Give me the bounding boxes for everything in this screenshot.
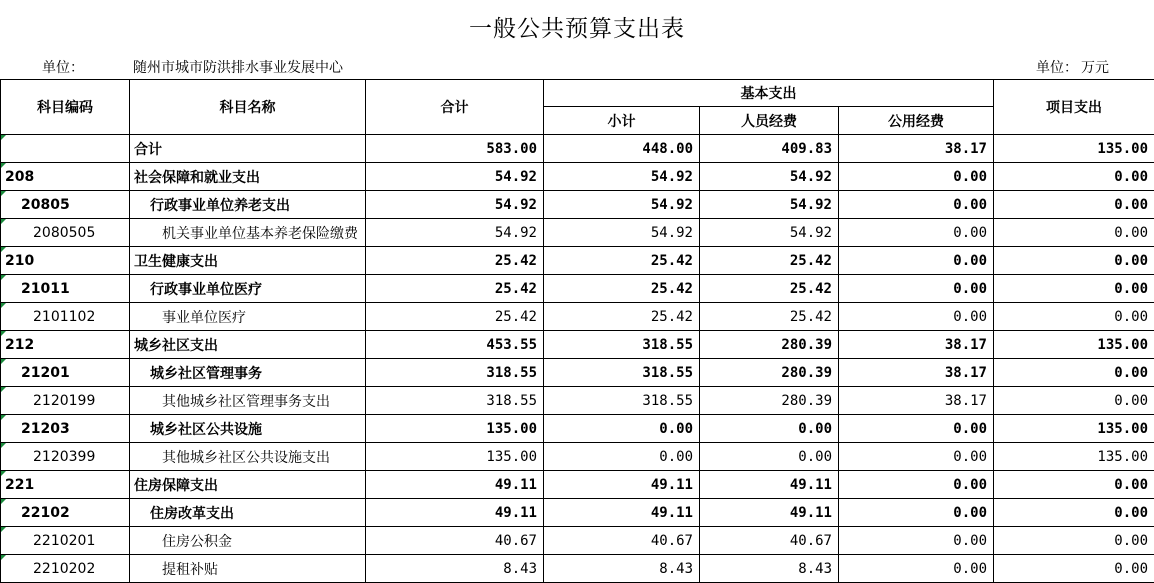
header-subtotal: 小计	[544, 107, 700, 135]
cell-subtotal[interactable]: 54.92	[544, 219, 700, 247]
cell-name[interactable]: 行政事业单位医疗	[130, 275, 366, 303]
table-row	[1, 191, 1154, 219]
cell-name[interactable]: 事业单位医疗	[130, 303, 366, 331]
cell-subtotal[interactable]: 49.11	[544, 471, 700, 499]
cell-total[interactable]: 25.42	[366, 303, 544, 331]
cell-total[interactable]: 54.92	[366, 163, 544, 191]
cell-marker-icon	[1, 135, 6, 140]
cell-personnel[interactable]: 0.00	[700, 415, 839, 443]
cell-public[interactable]: 38.17	[839, 387, 994, 415]
cell-name[interactable]: 城乡社区支出	[130, 331, 366, 359]
table-row	[1, 527, 1154, 555]
cell-code[interactable]: 2120399	[1, 443, 130, 471]
cell-subtotal[interactable]: 318.55	[544, 331, 700, 359]
cell-code[interactable]: 21203	[1, 415, 130, 443]
cell-personnel[interactable]: 0.00	[700, 443, 839, 471]
cell-total[interactable]: 49.11	[366, 471, 544, 499]
table-body	[1, 135, 1154, 583]
cell-marker-icon	[1, 387, 6, 392]
cell-personnel[interactable]: 25.42	[700, 303, 839, 331]
table-row	[1, 135, 1154, 163]
cell-name[interactable]: 城乡社区公共设施	[130, 415, 366, 443]
cell-code[interactable]	[1, 135, 130, 163]
cell-marker-icon	[1, 275, 6, 280]
cell-personnel[interactable]: 54.92	[700, 163, 839, 191]
unit-row	[0, 57, 1154, 77]
cell-subtotal[interactable]: 49.11	[544, 499, 700, 527]
cell-total[interactable]: 54.92	[366, 191, 544, 219]
header-project: 项目支出	[994, 80, 1154, 135]
cell-project[interactable]: 0.00	[994, 303, 1154, 331]
cell-subtotal[interactable]: 448.00	[544, 135, 700, 163]
cell-code[interactable]: 2210201	[1, 527, 130, 555]
cell-marker-icon	[1, 359, 6, 364]
header-name: 科目名称	[130, 80, 366, 135]
cell-project[interactable]: 0.00	[994, 163, 1154, 191]
cell-total[interactable]: 25.42	[366, 247, 544, 275]
cell-marker-icon	[1, 443, 6, 448]
cell-public[interactable]: 0.00	[839, 275, 994, 303]
cell-name[interactable]: 行政事业单位养老支出	[130, 191, 366, 219]
header-personnel: 人员经费	[700, 107, 839, 135]
cell-name[interactable]: 社会保障和就业支出	[130, 163, 366, 191]
cell-name[interactable]: 卫生健康支出	[130, 247, 366, 275]
cell-personnel[interactable]: 49.11	[700, 471, 839, 499]
cell-code[interactable]: 22102	[1, 499, 130, 527]
cell-personnel[interactable]: 54.92	[700, 219, 839, 247]
table-row	[1, 219, 1154, 247]
table-row	[1, 471, 1154, 499]
cell-total[interactable]: 135.00	[366, 415, 544, 443]
cell-project[interactable]: 0.00	[994, 471, 1154, 499]
cell-marker-icon	[1, 191, 6, 196]
cell-subtotal[interactable]: 54.92	[544, 191, 700, 219]
cell-project[interactable]: 135.00	[994, 443, 1154, 471]
cell-public[interactable]: 38.17	[839, 331, 994, 359]
cell-personnel[interactable]: 49.11	[700, 499, 839, 527]
cell-subtotal[interactable]: 0.00	[544, 443, 700, 471]
cell-name[interactable]: 其他城乡社区管理事务支出	[130, 387, 366, 415]
cell-personnel[interactable]: 409.83	[700, 135, 839, 163]
cell-personnel[interactable]: 280.39	[700, 331, 839, 359]
cell-personnel[interactable]: 25.42	[700, 275, 839, 303]
header-public: 公用经费	[839, 107, 994, 135]
cell-personnel[interactable]: 8.43	[700, 555, 839, 583]
cell-name[interactable]: 城乡社区管理事务	[130, 359, 366, 387]
cell-public[interactable]: 0.00	[839, 527, 994, 555]
cell-public[interactable]: 38.17	[839, 135, 994, 163]
cell-marker-icon	[1, 555, 6, 560]
cell-subtotal[interactable]: 25.42	[544, 275, 700, 303]
cell-marker-icon	[1, 499, 6, 504]
cell-name[interactable]: 住房公积金	[130, 527, 366, 555]
header-code: 科目编码	[1, 80, 130, 135]
cell-public[interactable]: 0.00	[839, 555, 994, 583]
cell-total[interactable]: 54.92	[366, 219, 544, 247]
cell-code[interactable]: 210	[1, 247, 130, 275]
unit-org: 随州市城市防洪排水事业发展中心	[133, 60, 343, 76]
cell-public[interactable]: 0.00	[839, 191, 994, 219]
unit-label: 单位：	[42, 60, 84, 76]
table-row	[1, 359, 1154, 387]
money-unit: 万元	[1081, 60, 1109, 76]
cell-subtotal[interactable]: 25.42	[544, 303, 700, 331]
cell-name[interactable]: 其他城乡社区公共设施支出	[130, 443, 366, 471]
cell-project[interactable]: 0.00	[994, 387, 1154, 415]
header-basic: 基本支出	[544, 80, 994, 107]
cell-code[interactable]: 2080505	[1, 219, 130, 247]
cell-code[interactable]: 2120199	[1, 387, 130, 415]
cell-project[interactable]: 135.00	[994, 331, 1154, 359]
cell-project[interactable]: 135.00	[994, 415, 1154, 443]
cell-code[interactable]: 221	[1, 471, 130, 499]
cell-project[interactable]: 0.00	[994, 359, 1154, 387]
cell-name[interactable]: 提租补贴	[130, 555, 366, 583]
cell-code[interactable]: 21201	[1, 359, 130, 387]
cell-code[interactable]: 20805	[1, 191, 130, 219]
table-row	[1, 443, 1154, 471]
page-title: 一般公共预算支出表	[469, 16, 685, 42]
cell-total[interactable]: 318.55	[366, 387, 544, 415]
cell-subtotal[interactable]: 318.55	[544, 359, 700, 387]
table-row	[1, 331, 1154, 359]
cell-public[interactable]: 0.00	[839, 415, 994, 443]
cell-subtotal[interactable]: 40.67	[544, 527, 700, 555]
cell-marker-icon	[1, 527, 6, 532]
cell-total[interactable]: 135.00	[366, 443, 544, 471]
cell-marker-icon	[1, 219, 6, 224]
cell-total[interactable]: 25.42	[366, 275, 544, 303]
cell-total[interactable]: 8.43	[366, 555, 544, 583]
cell-code[interactable]: 2210202	[1, 555, 130, 583]
table-row	[1, 303, 1154, 331]
table-row	[1, 247, 1154, 275]
cell-public[interactable]: 38.17	[839, 359, 994, 387]
cell-project[interactable]: 0.00	[994, 527, 1154, 555]
cell-marker-icon	[1, 163, 6, 168]
cell-public[interactable]: 0.00	[839, 219, 994, 247]
cell-code[interactable]: 212	[1, 331, 130, 359]
cell-personnel[interactable]: 280.39	[700, 359, 839, 387]
cell-name[interactable]: 住房保障支出	[130, 471, 366, 499]
cell-total[interactable]: 583.00	[366, 135, 544, 163]
table-row	[1, 499, 1154, 527]
cell-total[interactable]: 40.67	[366, 527, 544, 555]
cell-project[interactable]: 0.00	[994, 219, 1154, 247]
table-row	[1, 415, 1154, 443]
cell-public[interactable]: 0.00	[839, 303, 994, 331]
cell-total[interactable]: 49.11	[366, 499, 544, 527]
cell-project[interactable]: 0.00	[994, 275, 1154, 303]
cell-code[interactable]: 208	[1, 163, 130, 191]
cell-project[interactable]: 0.00	[994, 555, 1154, 583]
cell-total[interactable]: 318.55	[366, 359, 544, 387]
cell-public[interactable]: 0.00	[839, 247, 994, 275]
cell-subtotal[interactable]: 318.55	[544, 387, 700, 415]
cell-subtotal[interactable]: 25.42	[544, 247, 700, 275]
table-row	[1, 275, 1154, 303]
cell-marker-icon	[1, 303, 6, 308]
cell-name[interactable]: 机关事业单位基本养老保险缴费	[130, 219, 366, 247]
cell-name[interactable]: 合计	[130, 135, 366, 163]
header-total: 合计	[366, 80, 544, 135]
cell-code[interactable]: 21011	[1, 275, 130, 303]
cell-personnel[interactable]: 54.92	[700, 191, 839, 219]
cell-public[interactable]: 0.00	[839, 163, 994, 191]
cell-public[interactable]: 0.00	[839, 471, 994, 499]
cell-marker-icon	[1, 331, 6, 336]
cell-personnel[interactable]: 280.39	[700, 387, 839, 415]
table-row	[1, 163, 1154, 191]
cell-subtotal[interactable]: 54.92	[544, 163, 700, 191]
table-row	[1, 387, 1154, 415]
cell-project[interactable]: 135.00	[994, 135, 1154, 163]
cell-marker-icon	[1, 415, 6, 420]
cell-project[interactable]: 0.00	[994, 499, 1154, 527]
money-unit-label: 单位：	[1036, 60, 1078, 76]
cell-project[interactable]: 0.00	[994, 191, 1154, 219]
cell-name[interactable]: 住房改革支出	[130, 499, 366, 527]
cell-personnel[interactable]: 25.42	[700, 247, 839, 275]
cell-marker-icon	[1, 471, 6, 476]
cell-project[interactable]: 0.00	[994, 247, 1154, 275]
table-row	[1, 555, 1154, 583]
cell-public[interactable]: 0.00	[839, 443, 994, 471]
budget-table	[0, 79, 1154, 583]
cell-personnel[interactable]: 40.67	[700, 527, 839, 555]
cell-marker-icon	[1, 247, 6, 252]
cell-code[interactable]: 2101102	[1, 303, 130, 331]
cell-subtotal[interactable]: 8.43	[544, 555, 700, 583]
cell-public[interactable]: 0.00	[839, 499, 994, 527]
cell-total[interactable]: 453.55	[366, 331, 544, 359]
cell-subtotal[interactable]: 0.00	[544, 415, 700, 443]
